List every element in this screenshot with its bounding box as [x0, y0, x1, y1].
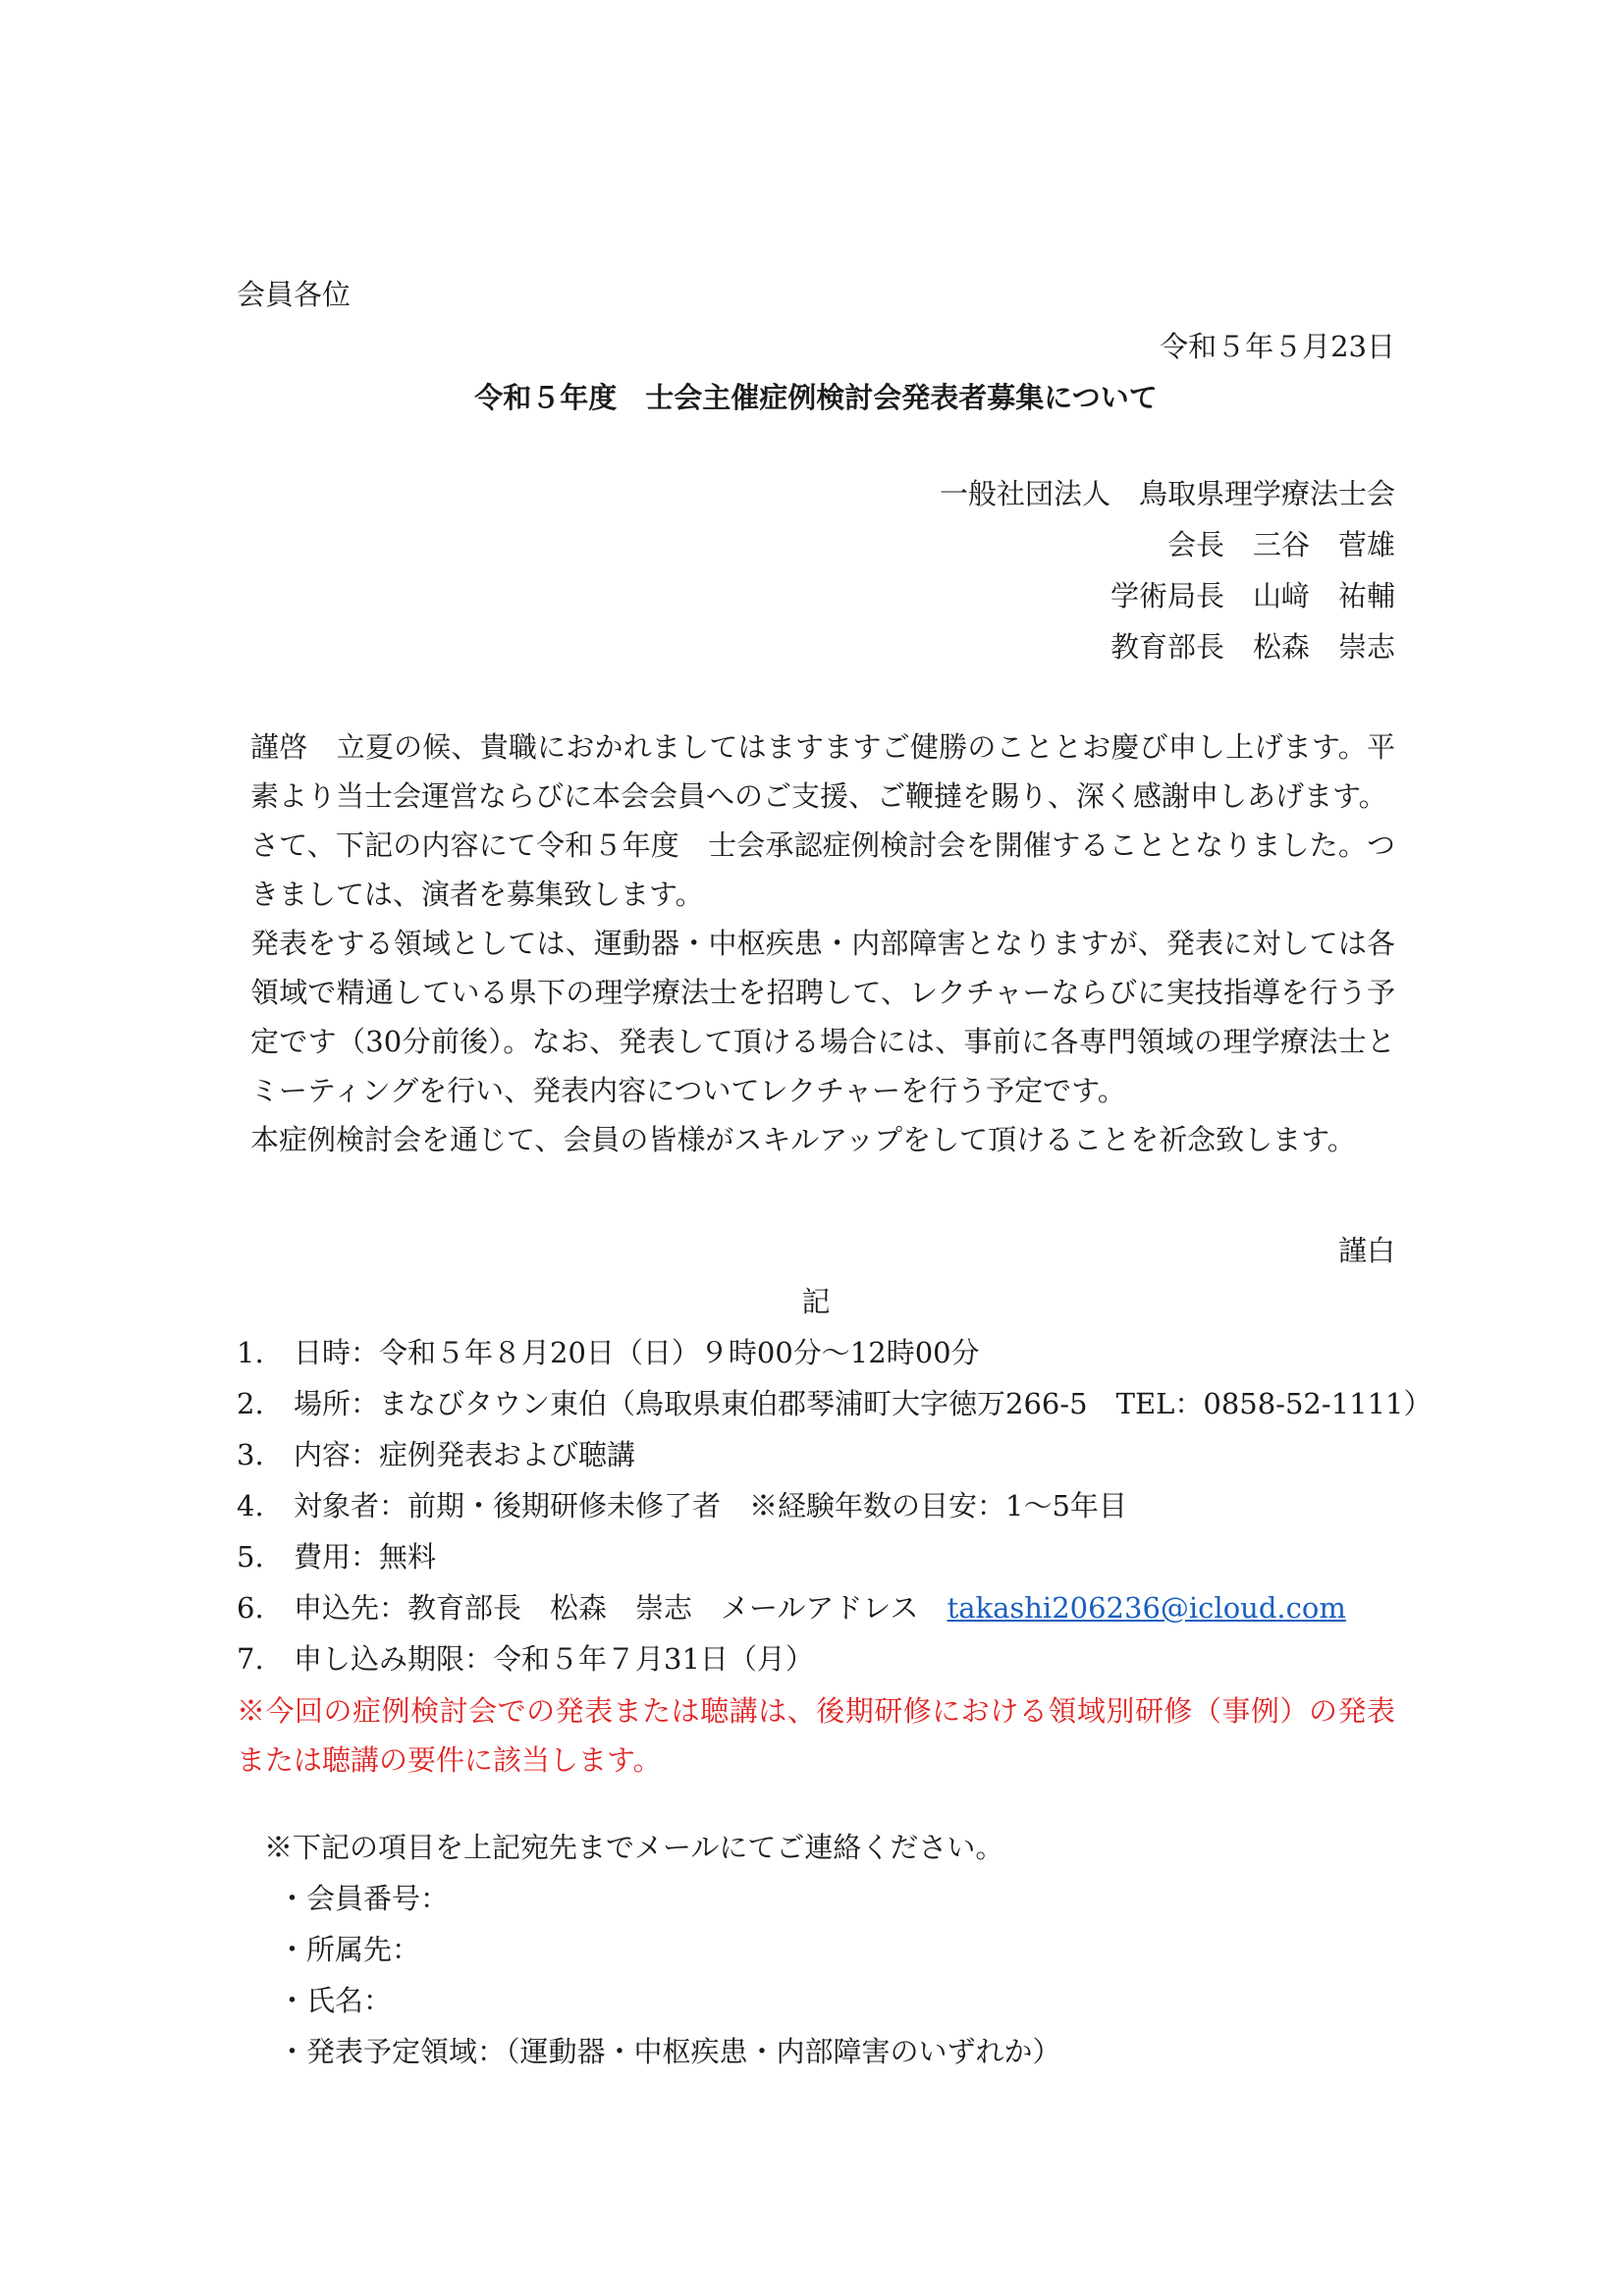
email-link[interactable]: takashi206236@icloud.com — [947, 1591, 1346, 1625]
item-text: 日時：令和５年８月20日（日）９時00分～12時00分 — [294, 1336, 980, 1369]
closing-word: 謹白 — [1337, 1234, 1395, 1267]
item-number: 3. — [237, 1438, 264, 1471]
item-text: 場所：まなびタウン東伯（鳥取県東伯郡琴浦町大字徳万266-5 TEL：0858-52-1111） — [294, 1387, 1433, 1420]
item-text: 内容：症例発表および聴講 — [294, 1438, 636, 1471]
paragraph-greeting: 謹啓 立夏の候、貴職におかれましてはますますご健勝のこととお慶び申し上げます。平素より当士会運営ならびに本会会員へのご支援、ご鞭撻を賜り、深く感謝申しあげます。 — [250, 730, 1395, 813]
contact-field-domain: ・発表予定領域：（運動器・中枢疾患・内部障害のいずれか） — [278, 2035, 1061, 2068]
item-text: 申込先：教育部長 松森 崇志 メールアドレス — [294, 1591, 947, 1625]
notice-text: ※今回の症例検討会での発表または聴講は、後期研修における領域別研修（事例）の発表または聴講の要件に該当します。 — [237, 1694, 1395, 1777]
item-number: 6. — [237, 1591, 264, 1625]
item-number: 5. — [237, 1540, 264, 1574]
item-text: 対象者：前期・後期研修未修了者 ※経験年数の目安：1～5年目 — [294, 1489, 1127, 1522]
list-item — [237, 1486, 1395, 1525]
list-item — [237, 1639, 1395, 1679]
item-number: 2. — [237, 1387, 264, 1420]
list-item — [237, 1384, 1433, 1423]
list-item — [237, 1435, 1395, 1474]
sender-education-director: 教育部長 松森 崇志 — [1110, 630, 1395, 664]
item-text: 申し込み期限：令和５年７月31日（月） — [294, 1642, 814, 1676]
item-number: 1. — [237, 1336, 264, 1369]
item-number: 4. — [237, 1489, 264, 1522]
sender-academic-director: 学術局長 山﨑 祐輔 — [1110, 579, 1395, 613]
body-text — [237, 722, 1395, 1164]
document-date: 令和５年５月23日 — [1160, 330, 1395, 363]
list-item — [237, 1537, 1395, 1576]
document-title: 令和５年度 士会主催症例検討会発表者募集について — [474, 381, 1158, 414]
paragraph-details: 発表をする領域としては、運動器・中枢疾患・内部障害となりますが、発表に対しては各領域で精通している県下の理学療法士を招聘して、レクチャーならびに実技指導を行う予定です（30分前後）。なお、発表して頂ける場合には、事前に各専門領域の理学療法士とミーティングを行い、発表内容についてレクチャーを行う予定です。 — [250, 927, 1395, 1107]
document-page — [237, 0, 1433, 2296]
sender-president: 会長 三谷 菅雄 — [1166, 528, 1395, 561]
list-item — [237, 1333, 1395, 1372]
item-text: 費用：無料 — [294, 1540, 437, 1574]
contact-field-name: ・氏名： — [278, 1984, 393, 2017]
item-number: 7. — [237, 1642, 264, 1676]
paragraph-announcement: さて、下記の内容にて令和５年度 士会承認症例検討会を開催することとなりました。つきましては、演者を募集致します。 — [250, 828, 1395, 911]
addressee: 会員各位 — [237, 278, 352, 311]
list-item — [237, 1588, 1395, 1628]
sender-organization: 一般社団法人 鳥取県理学療法士会 — [939, 477, 1395, 510]
ki-heading: 記 — [801, 1285, 831, 1318]
contact-field-member-number: ・会員番号： — [278, 1882, 450, 1915]
contact-field-affiliation: ・所属先： — [278, 1933, 421, 1966]
paragraph-wish: 本症例検討会を通じて、会員の皆様がスキルアップをして頂けることを祈念致します。 — [250, 1123, 1356, 1156]
contact-instruction: ※下記の項目を上記宛先までメールにてご連絡ください。 — [264, 1831, 1004, 1864]
